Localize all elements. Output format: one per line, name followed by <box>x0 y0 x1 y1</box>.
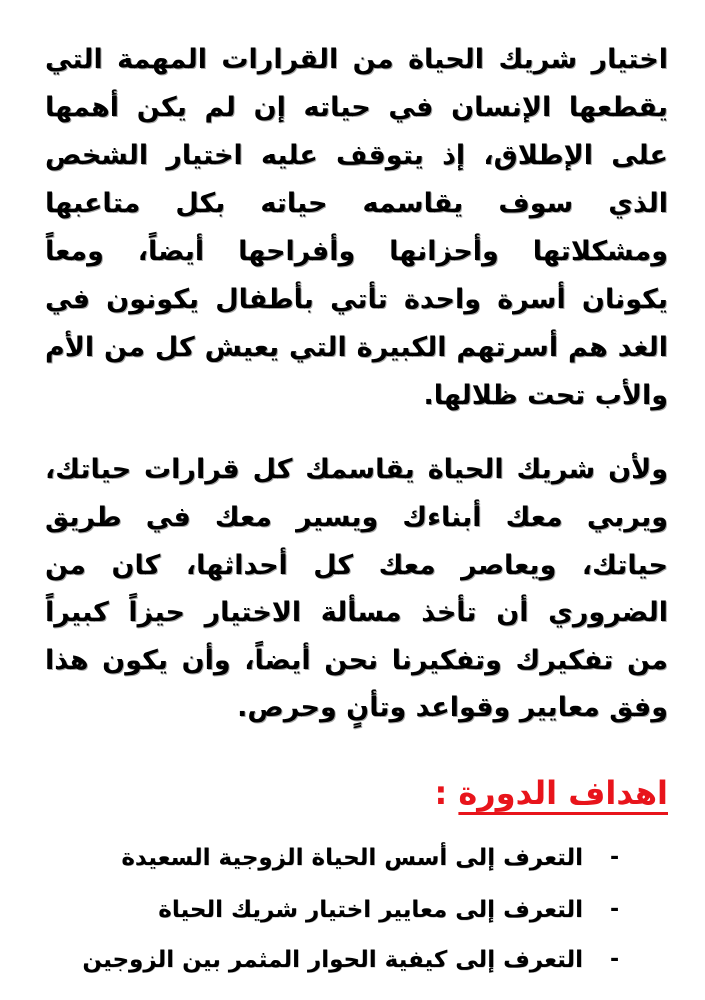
text-line: اختيار شريك الحياة من القرارات المهمة التي <box>45 44 668 75</box>
text-line: حياتك، ويعاصر معك كل أحداثها، كان من <box>45 550 668 581</box>
list-item: التعرف إلى معايير اختيار شريك الحياة <box>158 897 583 923</box>
text-line: ومشكلاتها وأحزانها وأفراحها أيضاً، ومعاً <box>45 236 668 267</box>
text-line: والأب تحت ظلالها. <box>423 380 668 411</box>
bullet-dash: - <box>610 845 620 870</box>
text-line: ولأن شريك الحياة يقاسمك كل قرارات حياتك، <box>45 454 668 485</box>
text-line: الذي سوف يقاسمه حياته بكل متاعبها <box>45 188 668 219</box>
heading-colon: : <box>434 774 459 812</box>
text-line: ويربي معك أبناءك ويسير معك في طريق <box>45 502 668 533</box>
list-item: التعرف إلى أسس الحياة الزوجية السعيدة <box>121 845 583 871</box>
bullet-dash: - <box>610 947 620 972</box>
bullet-dash: - <box>610 897 620 922</box>
text-line: وفق معايير وقواعد وتأنٍ وحرص. <box>237 692 668 723</box>
text-line: الغد هم أسرتهم الكبيرة التي يعيش كل من الأم <box>45 332 668 363</box>
text-line: الضروري أن تأخذ مسألة الاختيار حيزاً كبيراً <box>45 597 668 628</box>
section-heading <box>434 768 668 818</box>
list-item: التعرف إلى كيفية الحوار المثمر بين الزوجين <box>82 947 583 973</box>
text-line: يقطعها الإنسان في حياته إن لم يكن أهمها <box>45 92 668 123</box>
text-line: على الإطلاق، إذ يتوقف عليه اختيار الشخص <box>45 140 668 171</box>
text-line: يكونان أسرة واحدة تأتي بأطفال يكونون في <box>45 284 668 315</box>
heading-text: اهداف الدورة <box>458 774 668 812</box>
text-line: من تفكيرك وتفكيرنا نحن أيضاً، وأن يكون هذا <box>45 645 668 676</box>
